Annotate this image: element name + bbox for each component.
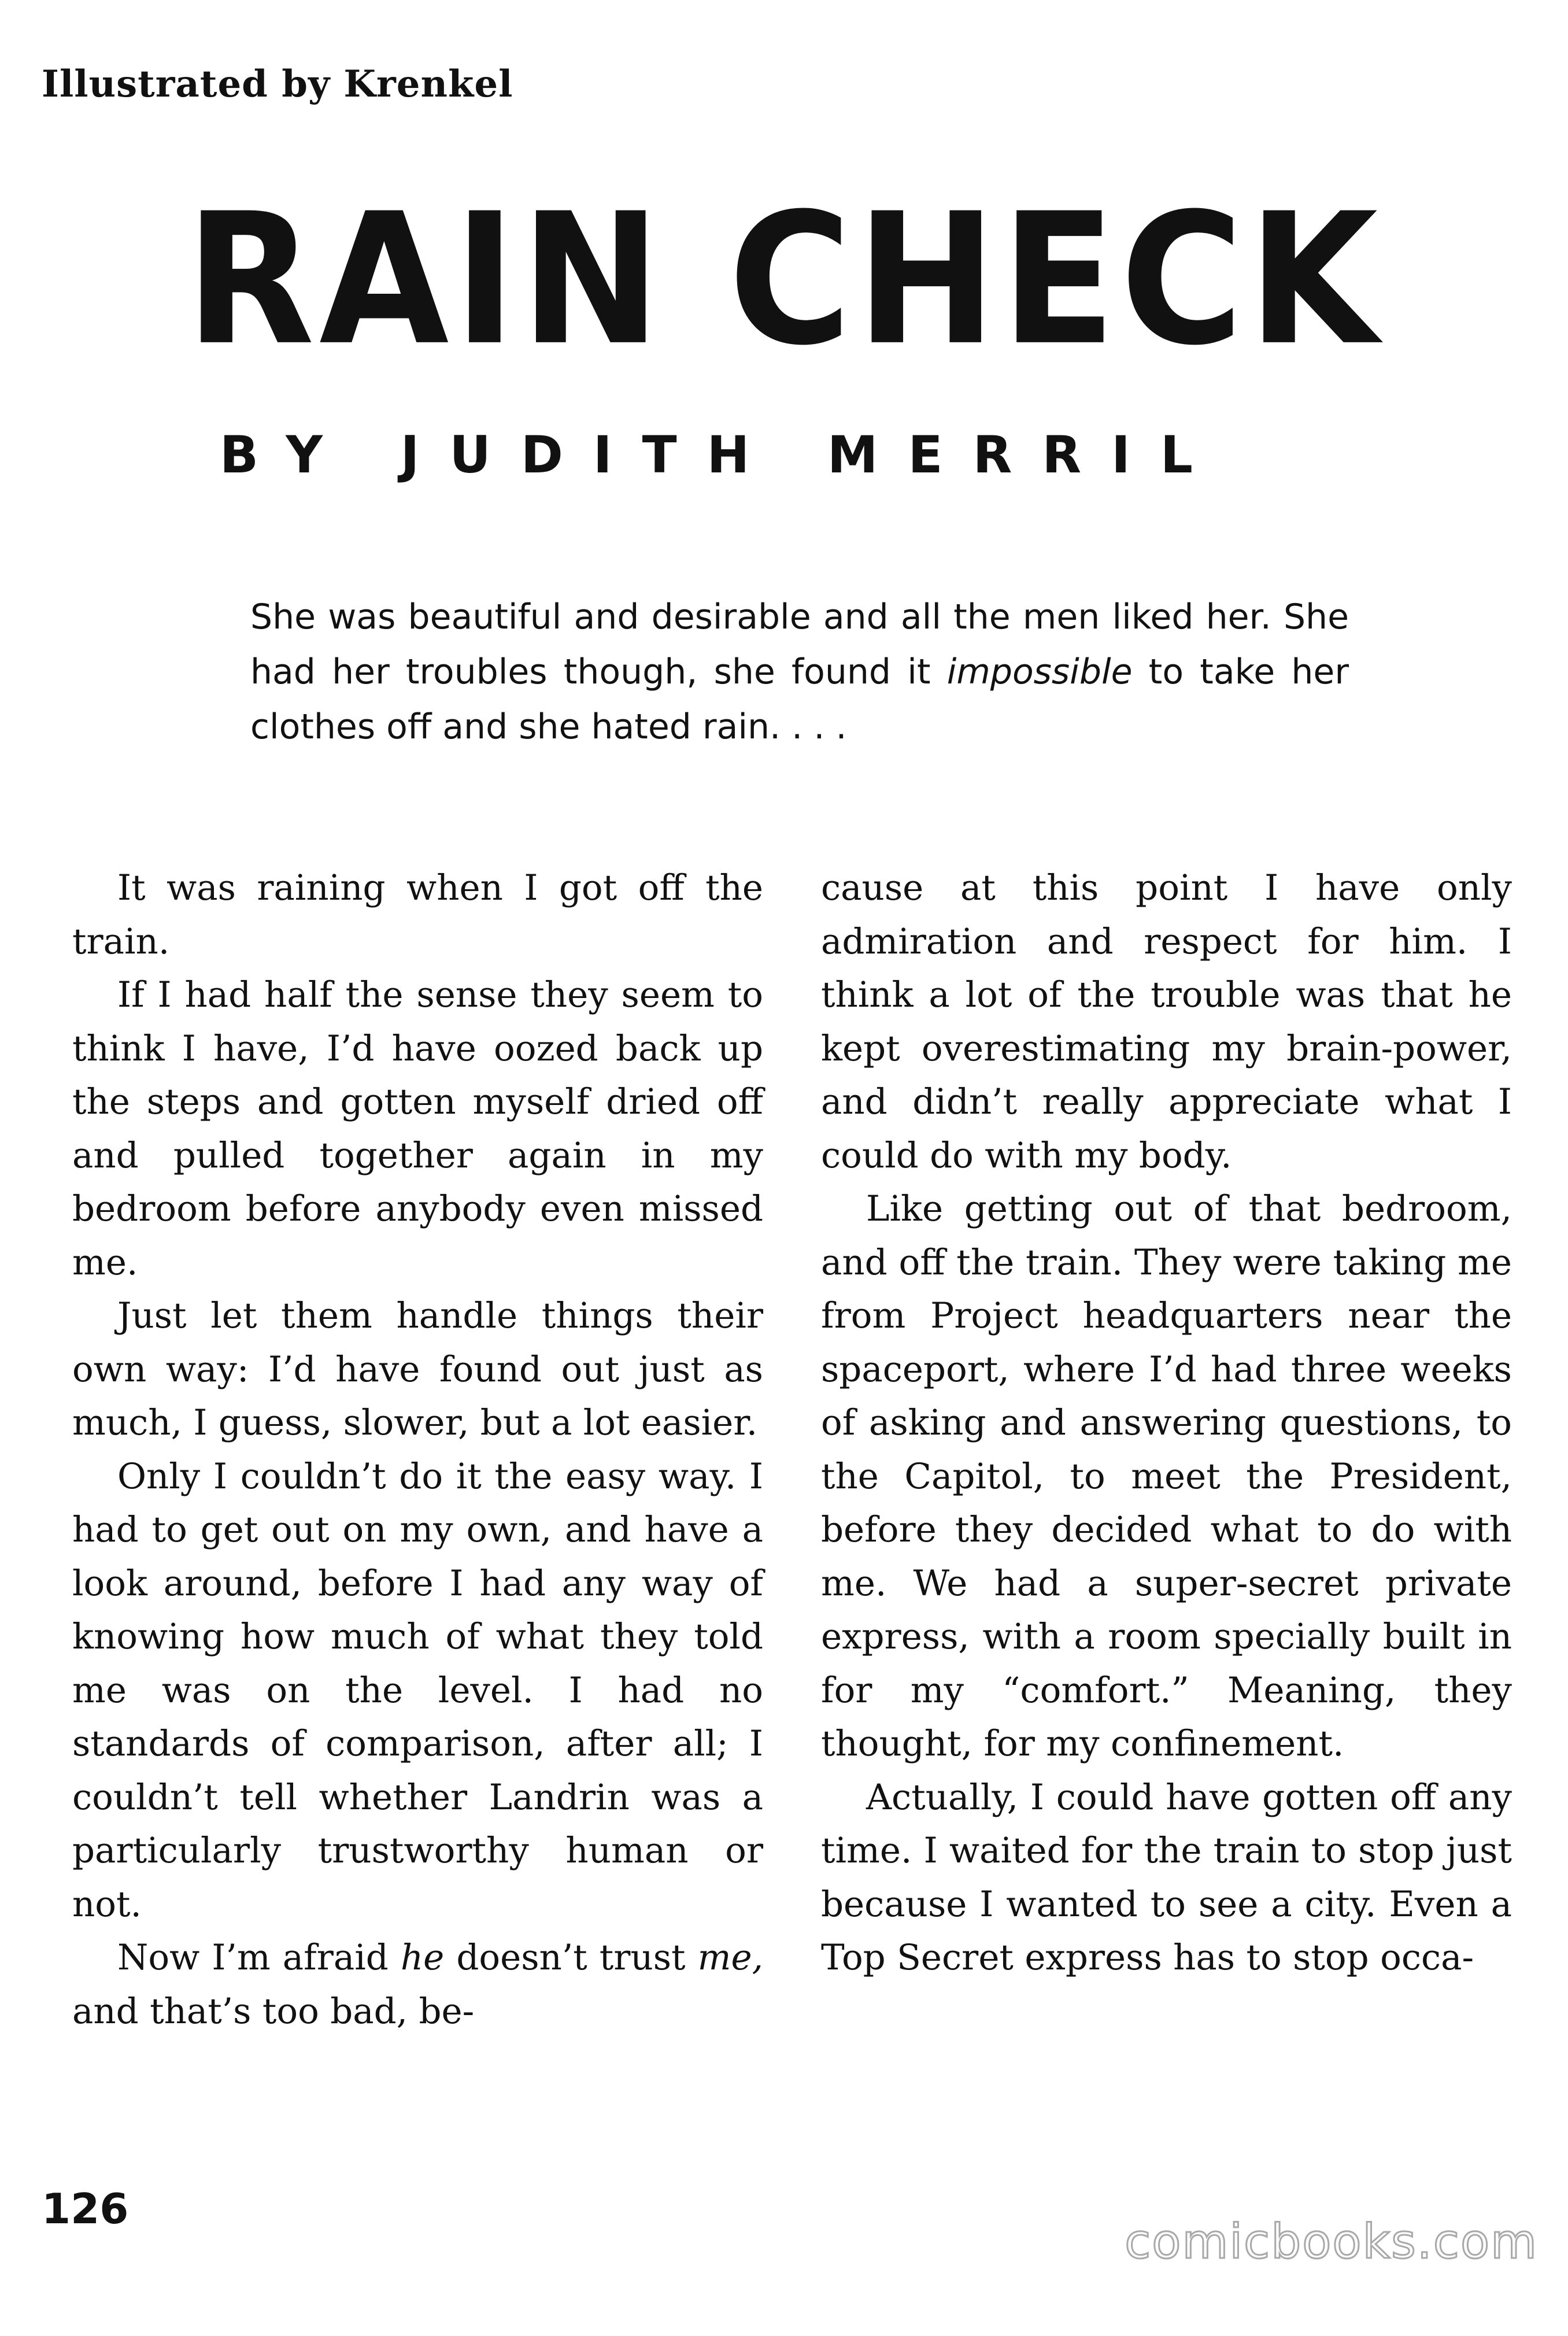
page-number: 126 [42, 2185, 129, 2233]
paragraph-continued: cause at this point I have only admiration and respect for him. I think a lot of the trouble was that he kept overestimating my brain-power, and didn’t really appreciate what I could do with my body. [821, 867, 1512, 1176]
blurb-text-2: to take her clothes off and she hated rain. . . . [250, 652, 1349, 747]
paragraph: Only I couldn’t do it the easy way. I had to get out on my own, and have a look around, before I had any way of knowing how much of what they told me was on the level. I had no standards of comparison, after all; I couldn’t tell whether Landrin was a particularly trustworthy human or not. [72, 1455, 763, 1925]
illustrator-credit: Illustrated by Krenkel [42, 62, 513, 106]
paragraph: Just let them handle things their own way: I’d have found out just as much, I guess, slower, but a lot easier. [72, 1295, 763, 1443]
blurb-emphasis: impossible [946, 652, 1133, 692]
author-byline: BY JUDITH MERRIL [220, 425, 1223, 485]
emphasis-me: me, [697, 1937, 763, 1978]
left-column [72, 862, 763, 2038]
right-column [821, 862, 1512, 1985]
paragraph-text: and that’s too bad, be- [72, 1990, 475, 2032]
paragraph [72, 1931, 763, 2038]
watermark: comicbooks.com [1125, 2215, 1538, 2270]
emphasis-he: he [400, 1937, 445, 1978]
paragraph: It was raining when I got off the train. [72, 867, 763, 962]
paragraph: Actually, I could have gotten off any time. I waited for the train to stop just because I wanted to see a city. Even a Top Secret express has to stop occa- [821, 1776, 1512, 1978]
blurb-text-1: She was beautiful and desirable and all the men liked her. She had her troubles though, she found it [250, 597, 1349, 692]
paragraph-text: doesn’t trust [444, 1937, 698, 1978]
story-blurb [250, 590, 1349, 755]
paragraph: Like getting out of that bedroom, and off the train. They were taking me from Project headquarters near the spaceport, where I’d had three weeks of asking and answering questions, to the Capitol, to meet the President, before they decided what to do with me. We had a super-secret private express, with a room specially built in for my “comfort.” Meaning, they thought, for my confinement. [821, 1188, 1512, 1764]
story-title: RAIN CHECK [185, 175, 1383, 386]
paragraph-text: Now I’m afraid [117, 1937, 401, 1978]
paragraph: If I had half the sense they seem to think I have, I’d have oozed back up the steps and gotten myself dried off and pulled together again in my bedroom before anybody even missed me. [72, 974, 763, 1283]
